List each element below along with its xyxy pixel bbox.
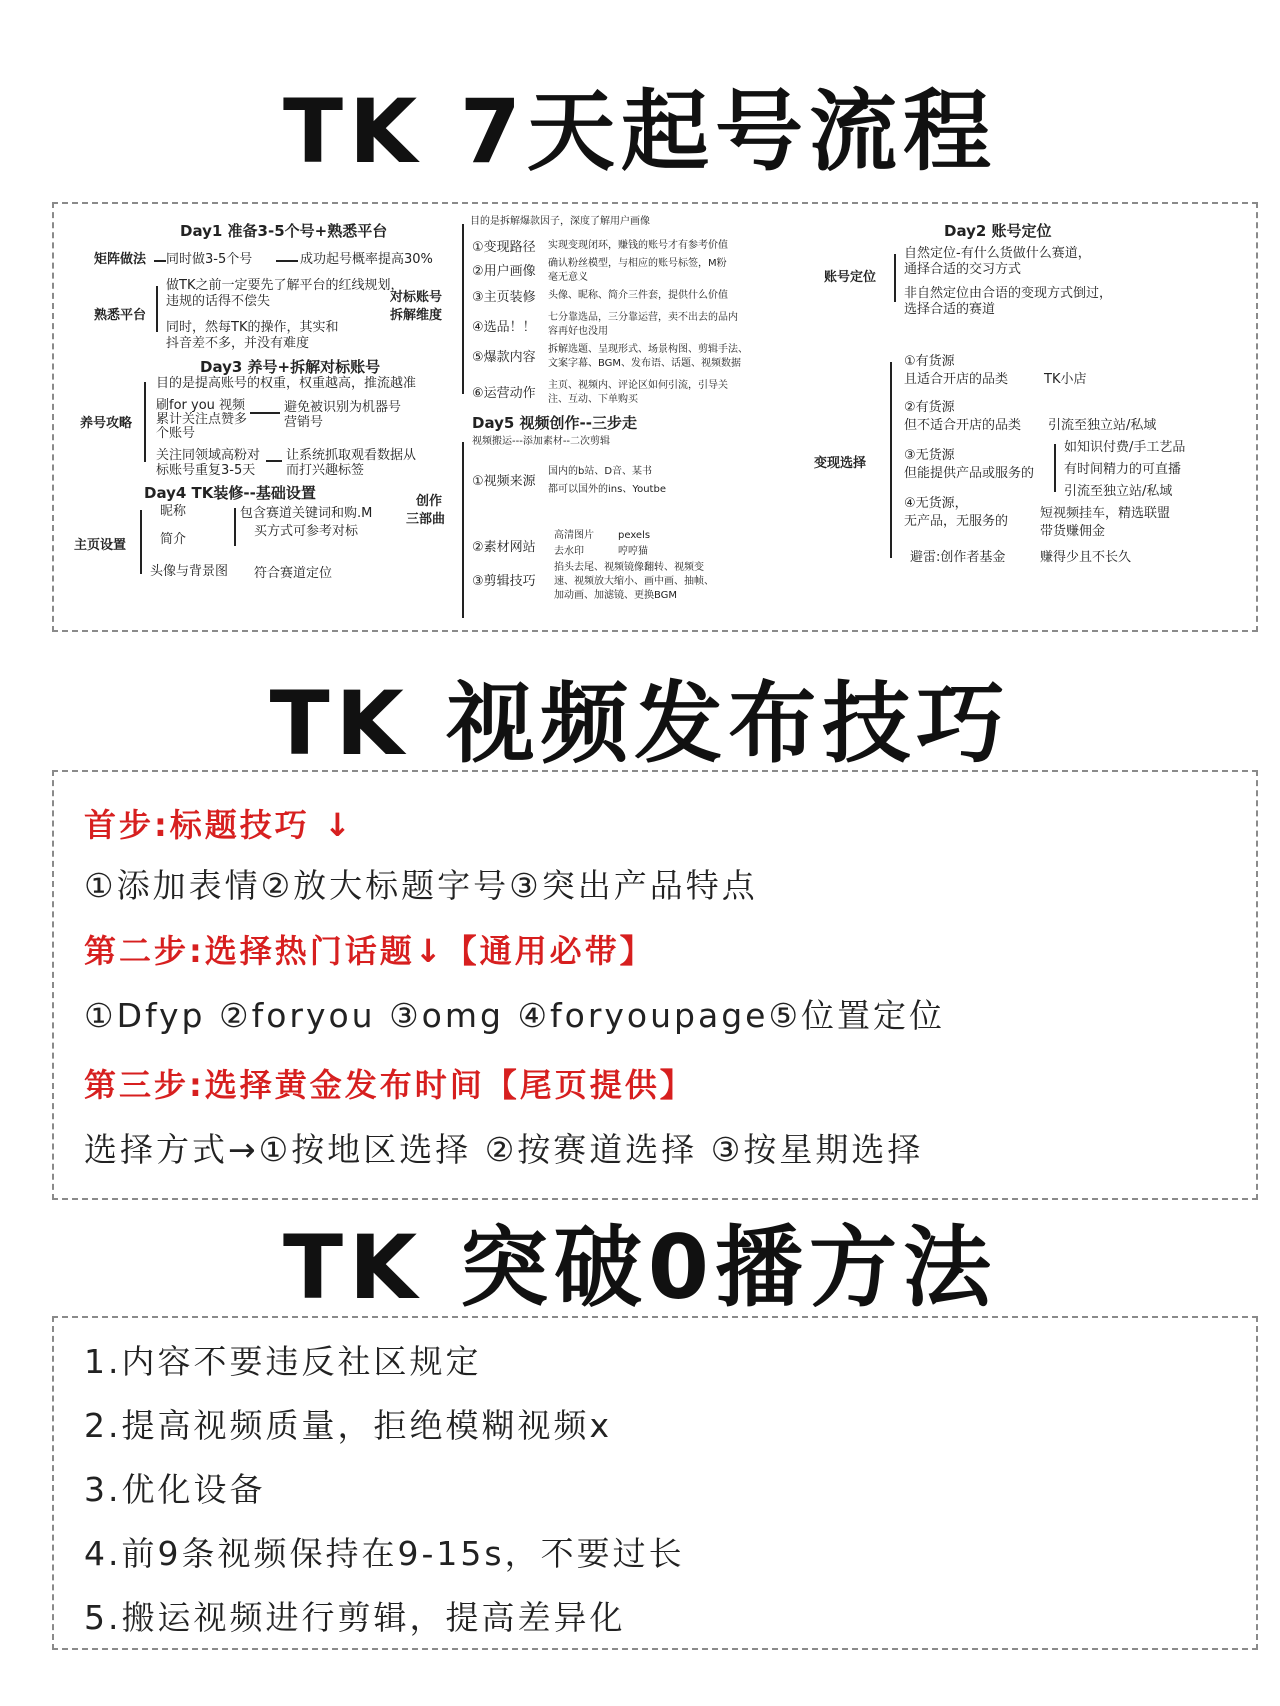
position-a2: 通择合适的交习方式: [904, 262, 1022, 277]
benchmark-i6-note-b: 注、互动、下单购买: [548, 394, 638, 405]
create-src-b: 都可以国外的ins、Youtbe: [548, 484, 666, 495]
monetize-c4a: ④无货源，: [904, 496, 968, 511]
day5-top: 视频搬运---添加素材--二次剪辑: [472, 436, 611, 447]
bracket: [894, 254, 896, 302]
benchmark-label-b: 拆解维度: [390, 308, 443, 323]
raise-item-1: 目的是提高账号的权重，权重越高，推流越准: [156, 376, 417, 391]
zero-play-item-4: 4.前9条视频保持在9-15s，不要过长: [84, 1534, 685, 1573]
step2-heading: 第二步:选择热门话题↓【通用必带】: [84, 932, 655, 970]
title-publish-tips: TK 视频发布技巧: [269, 672, 1011, 775]
benchmark-i3-note: 头像、昵称、简介三件套，提供什么价值: [548, 290, 728, 301]
monetize-c4b: 无产品，无服务的: [904, 514, 1009, 529]
home-nick-side-a: 包含赛道关键词和购.M: [240, 506, 373, 521]
connector: [250, 412, 280, 414]
home-label: 主页设置: [74, 538, 127, 553]
benchmark-i2-note-b: 毫无意义: [548, 272, 588, 283]
home-intro: 简介: [160, 532, 187, 547]
monetize-c1a: ①有货源: [904, 354, 955, 369]
benchmark-i4-note-a: 七分靠选品，三分靠运营，卖不出去的品内: [548, 312, 738, 323]
step3-heading: 第三步:选择黄金发布时间【尾页提供】: [84, 1066, 695, 1104]
connector: [266, 460, 282, 462]
create-site: ②素材网站: [472, 540, 536, 555]
raise-label: 养号攻略: [80, 416, 133, 431]
familiar-label: 熟悉平台: [94, 308, 147, 323]
create-site-a: 高清图片: [554, 530, 594, 541]
mindmap-box: [52, 202, 1258, 632]
position-a1: 自然定位-有什么货做什么赛道，: [904, 246, 1091, 261]
day3-heading: Day3 养号+拆解对标账号: [200, 358, 381, 376]
monetize-c4c: 短视频挂车，精选联盟: [1040, 506, 1171, 521]
bracket: [140, 510, 142, 574]
title-zero-play: TK 突破0播方法: [282, 1216, 998, 1319]
benchmark-i6: ⑥运营动作: [472, 386, 536, 401]
monetize-c3c: 如知识付费/手工艺品: [1064, 440, 1186, 455]
monetize-c2b: 但不适合开店的品类: [904, 418, 1022, 433]
bracket: [1054, 444, 1056, 492]
benchmark-i6-note-a: 主页、视频内、评论区如何引流，引导关: [548, 380, 728, 391]
benchmark-i4: ④选品！！: [472, 320, 536, 335]
zero-play-item-5: 5.搬运视频进行剪辑，提高差异化: [84, 1598, 626, 1637]
benchmark-i4-note-b: 容再好也没用: [548, 326, 608, 337]
raise-item-2-side-a: 避免被识别为机器号: [284, 400, 402, 415]
step1-heading: 首步:标题技巧 ↓: [84, 806, 354, 844]
monetize-c3d: 有时间精力的可直播: [1064, 462, 1182, 477]
benchmark-top: 目的是拆解爆款因子，深度了解用户画像: [470, 216, 650, 227]
home-avatar: 头像与背景图: [150, 564, 229, 579]
benchmark-i5-note-b: 文案字幕、BGM、发布语、话题、视频数据: [548, 358, 742, 369]
position-label: 账号定位: [824, 270, 877, 285]
benchmark-i5-note-a: 拆解选题、呈现形式、场景构图、剪辑手法、: [548, 344, 748, 355]
bracket: [462, 224, 464, 394]
create-src: ①视频来源: [472, 474, 536, 489]
monetize-c4d: 带货赚佣金: [1040, 524, 1106, 539]
create-site-b: 去水印: [554, 546, 584, 557]
benchmark-i5: ⑤爆款内容: [472, 350, 536, 365]
matrix-text-2: 成功起号概率提高30%: [300, 252, 433, 267]
monetize-c3e: 引流至独立站/私域: [1064, 484, 1173, 499]
bracket: [462, 442, 464, 618]
benchmark-i2-note-a: 确认粉丝模型，与相应的账号标签，M粉: [548, 258, 727, 269]
day1-heading: Day1 准备3-5个号+熟悉平台: [180, 222, 388, 240]
benchmark-i1-note: 实现变现闭环，赚钱的账号才有参考价值: [548, 240, 728, 251]
position-b2: 选择合适的赛道: [904, 302, 996, 317]
monetize-c3b: 但能提供产品或服务的: [904, 466, 1035, 481]
benchmark-i1: ①变现路径: [472, 240, 536, 255]
monetize-c1b: 且适合开店的品类: [904, 372, 1009, 387]
title-7day-process: TK 7天起号流程: [282, 80, 998, 183]
bracket: [144, 382, 146, 462]
raise-item-2-side-b: 营销号: [284, 415, 324, 430]
raise-item-2b: 累计关注点赞多: [156, 412, 248, 427]
step3-content: 选择方式→①按地区选择 ②按赛道选择 ③按星期选择: [84, 1130, 924, 1169]
step2-content: ①Dfyp ②foryou ③omg ④foryoupage⑤位置定位: [84, 996, 946, 1035]
zero-play-item-1: 1.内容不要违反社区规定: [84, 1342, 482, 1381]
monetize-c5a: 避雷:创作者基金: [910, 550, 1006, 565]
raise-item-3b: 标账号重复3-5天: [156, 463, 256, 478]
benchmark-i3: ③主页装修: [472, 290, 536, 305]
connector: [154, 260, 166, 262]
raise-item-2a: 刷for you 视频: [156, 398, 246, 413]
raise-item-3a: 关注同领域高粉对: [156, 448, 261, 463]
benchmark-label-a: 对标账号: [390, 290, 443, 305]
day2-heading: Day2 账号定位: [944, 222, 1052, 240]
home-nick-side-b: 买方式可参考对标: [254, 524, 359, 539]
familiar-text-2b: 抖音差不多，并没有难度: [166, 336, 310, 351]
raise-item-2c: 个账号: [156, 426, 196, 441]
familiar-text-1b: 违规的话得不偿失: [166, 294, 271, 309]
monetize-c3a: ③无货源: [904, 448, 955, 463]
zero-play-item-2: 2.提高视频质量，拒绝模糊视频x: [84, 1406, 613, 1445]
bracket: [234, 508, 236, 546]
monetize-c5b: 赚得少且不长久: [1040, 550, 1132, 565]
day4-heading: Day4 TK装修--基础设置: [144, 484, 316, 502]
monetize-c2c: 引流至独立站/私域: [1048, 418, 1157, 433]
matrix-text-1: 同时做3-5个号: [166, 252, 253, 267]
familiar-text-1a: 做TK之前一定要先了解平台的红线规划，: [166, 278, 404, 293]
monetize-c1c: TK小店: [1044, 372, 1087, 387]
step1-content: ①添加表情②放大标题字号③突出产品特点: [84, 866, 758, 905]
raise-item-3-side-b: 而打兴趣标签: [286, 463, 365, 478]
create-site-b2: 哼哼猫: [618, 546, 648, 557]
create-src-a: 国内的b站、D音、某书: [548, 466, 653, 477]
benchmark-i2: ②用户画像: [472, 264, 536, 279]
monetize-c2a: ②有货源: [904, 400, 955, 415]
position-b1: 非自然定位由合语的变现方式倒过，: [904, 286, 1113, 301]
create-edit-c: 加动画、加滤镜、更换BGM: [554, 590, 678, 601]
raise-item-3-side-a: 让系统抓取观看数据从: [286, 448, 417, 463]
bracket: [890, 362, 892, 558]
home-nick: 昵称: [160, 504, 187, 519]
create-label-a: 创作: [416, 494, 443, 509]
create-site-a2: pexels: [618, 530, 651, 541]
create-edit: ③剪辑技巧: [472, 574, 536, 589]
connector: [276, 260, 298, 262]
familiar-text-2a: 同时，然每TK的操作，其实和: [166, 320, 339, 335]
create-edit-b: 速、视频放大缩小、画中画、抽帧、: [554, 576, 714, 587]
create-label-b: 三部曲: [406, 512, 446, 527]
day5-heading: Day5 视频创作--三步走: [472, 414, 638, 432]
bracket: [156, 286, 158, 332]
monetize-label: 变现选择: [814, 456, 867, 471]
home-avatar-side: 符合赛道定位: [254, 566, 333, 581]
create-edit-a: 掐头去尾、视频镜像翻转、视频变: [554, 562, 704, 573]
zero-play-item-3: 3.优化设备: [84, 1470, 266, 1509]
matrix-label: 矩阵做法: [94, 252, 147, 267]
